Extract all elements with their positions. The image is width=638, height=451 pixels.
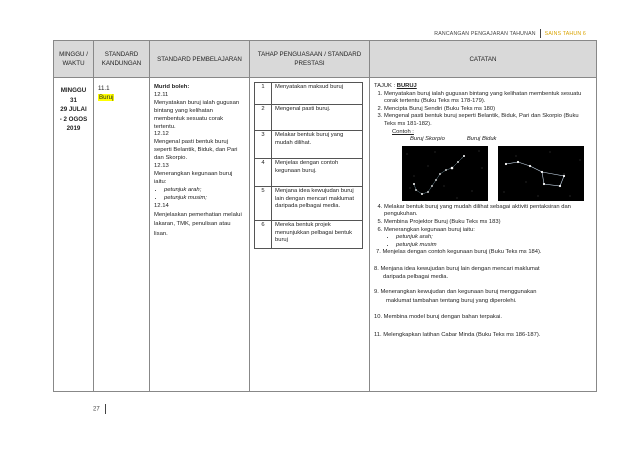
contoh-label: Contoh : (392, 128, 414, 135)
header-standard-pembelajaran: STANDARD PEMBELAJARAN (150, 41, 250, 78)
tahap-level: 1 (255, 83, 272, 105)
sp-text: Menyatakan buruj ialah gugusan bintang yang kelihatan membentuk sesuatu corak tertentu. (154, 99, 240, 130)
catatan-item-10: 10. Membina model buruj dengan bahan terpakai. (374, 314, 502, 321)
catatan-item-8: 8. Menjana idea kewujudan buruj lain dengan mencari maklumat (374, 265, 540, 272)
header-catatan: CATATAN (370, 41, 597, 78)
sp-bullet: • petunjuk arah; (164, 187, 245, 195)
tahap-level: 6 (255, 221, 272, 249)
catatan-item: 1. Menyatakan buruj ialah gugusan bintang yang kelihatan membentuk sesuatu corak tertentu (Buku Teks ms 178-179). (384, 91, 592, 106)
catatan-list-mid (374, 204, 592, 234)
tahap-level: 5 (255, 187, 272, 221)
tahap-level: 4 (255, 159, 272, 187)
catatan-sub-bullets (374, 234, 592, 249)
caption-biduk: Buruj Biduk (466, 136, 497, 143)
tahap-desc: Menyatakan maksud buruj (272, 83, 363, 105)
minggu-date-end: - 2 OGOS (59, 115, 88, 123)
page-header (434, 29, 586, 38)
tahap-row (255, 131, 363, 159)
minggu-number: 31 (70, 96, 77, 104)
header-divider (540, 29, 541, 38)
standard-pembelajaran-cell (150, 78, 250, 392)
sp-code: 12.11 (154, 91, 169, 98)
tahap-row (255, 187, 363, 221)
catatan-item: 5. Membina Projektor Buruj (Buku Teks ms 183) (384, 219, 592, 227)
catatan-item-9: 9. Menerangkan kewujudan dan kegunaan buruj menggunakan (374, 289, 537, 296)
header-tahap-penguasaan: TAHAP PENGUASAAN / STANDARD PRESTASI (250, 41, 370, 78)
tajuk-value: BURUJ (396, 83, 417, 89)
tahap-desc: Mengenal pasti buruj. (272, 105, 363, 131)
header-minggu: MINGGU / WAKTU (54, 41, 94, 78)
standard-kandungan-cell (94, 78, 150, 392)
skorpio-constellation-image (402, 146, 488, 201)
tahap-table (254, 82, 363, 249)
page-number: 27 (93, 406, 100, 413)
lesson-plan-table (53, 40, 597, 392)
tahap-desc: Menjelas dengan contoh kegunaan buruj. (272, 159, 363, 187)
sp-code: 12.12 (154, 131, 169, 138)
page-footer (93, 404, 106, 414)
catatan-item: 2. Mencipta Buruj Sendiri (Buku Teks ms 180) (384, 106, 592, 114)
minggu-date-start: 29 JULAI (60, 106, 87, 113)
catatan-item-9-cont: maklumat tambahan tentang buruj yang diperolehi. (386, 297, 517, 304)
constellation-images (402, 146, 592, 201)
catatan-item-8-cont: daripada pelbagai media. (383, 273, 449, 280)
header-title: RANCANGAN PENGAJARAN TAHUNAN (434, 30, 536, 37)
image-captions (410, 136, 592, 144)
catatan-list-top (374, 91, 592, 129)
tahap-row (255, 83, 363, 105)
sp-bullet-list (154, 187, 245, 203)
sp-heading: Murid boleh: (154, 84, 190, 90)
tahap-desc: Menjana idea kewujudan buruj lain dengan mencari maklumat daripada pelbagai media. (272, 187, 363, 221)
minggu-cell (54, 78, 94, 392)
tahap-level: 3 (255, 131, 272, 159)
sk-code: 11.1 (98, 85, 110, 92)
catatan-item-11: 11. Melengkapkan latihan Cabar Minda (Buku Teks ms 186-187). (374, 331, 541, 338)
sp-text: Mengenal pasti bentuk buruj seperti Belantik, Biduk, dan Pari dan Skorpio. (154, 139, 238, 162)
tahap-row (255, 221, 363, 249)
catatan-item: 3. Mengenal pasti bentuk buruj seperti Belantik, Biduk, Pari dan Skorpio (Buku Teks ms 181-182). (384, 113, 592, 128)
sp-code: 12.14 (154, 202, 169, 209)
tahap-row (255, 105, 363, 131)
catatan-item: 4. Melakar bentuk buruj yang mudah dilihat sebagai aktiviti pentaksiran dan pengukuhan. (384, 204, 592, 219)
sp-code: 12.13 (154, 163, 169, 170)
header-standard-kandungan: STANDARD KANDUNGAN (94, 41, 150, 78)
catatan-item-7: 7. Menjelas dengan contoh kegunaan buruj (Buku Teks ms 184). (376, 249, 542, 256)
catatan-sub-bullet: • petunjuk arah; (396, 234, 592, 242)
sp-text: Menerangkan kegunaan buruj iaitu: (154, 170, 233, 185)
catatan-item: 6. Menerangkan kegunaan buruj iaitu: (384, 227, 592, 235)
sp-bullet: • petunjuk musim; (164, 195, 245, 203)
caption-skorpio: Buruj Skorpio (410, 136, 445, 143)
table-row (54, 78, 597, 392)
catatan-sub-bullet: • petunjuk musim (396, 242, 592, 250)
biduk-constellation-image (498, 146, 584, 201)
sp-text: Menjelaskan pemerhatian melalui lakaran, TMK, penulisan atau lisan. (154, 211, 242, 237)
table-header-row (54, 41, 597, 78)
minggu-label: MINGGU (60, 87, 87, 94)
catatan-cell (370, 78, 597, 392)
tahap-penguasaan-cell (250, 78, 370, 392)
tahap-desc: Melakar bentuk buruj yang mudah dilihat. (272, 131, 363, 159)
tahap-level: 2 (255, 105, 272, 131)
minggu-year: 2019 (66, 125, 81, 132)
tahap-desc: Mereka bentuk projek menunjukkan pelbagai bentuk buruj (272, 221, 363, 249)
footer-divider (105, 404, 106, 414)
tahap-row (255, 159, 363, 187)
header-subject: SAINS TAHUN 6 (544, 30, 586, 37)
sk-topic: Buruj (99, 94, 114, 101)
tajuk-label: TAJUK : (374, 83, 396, 89)
